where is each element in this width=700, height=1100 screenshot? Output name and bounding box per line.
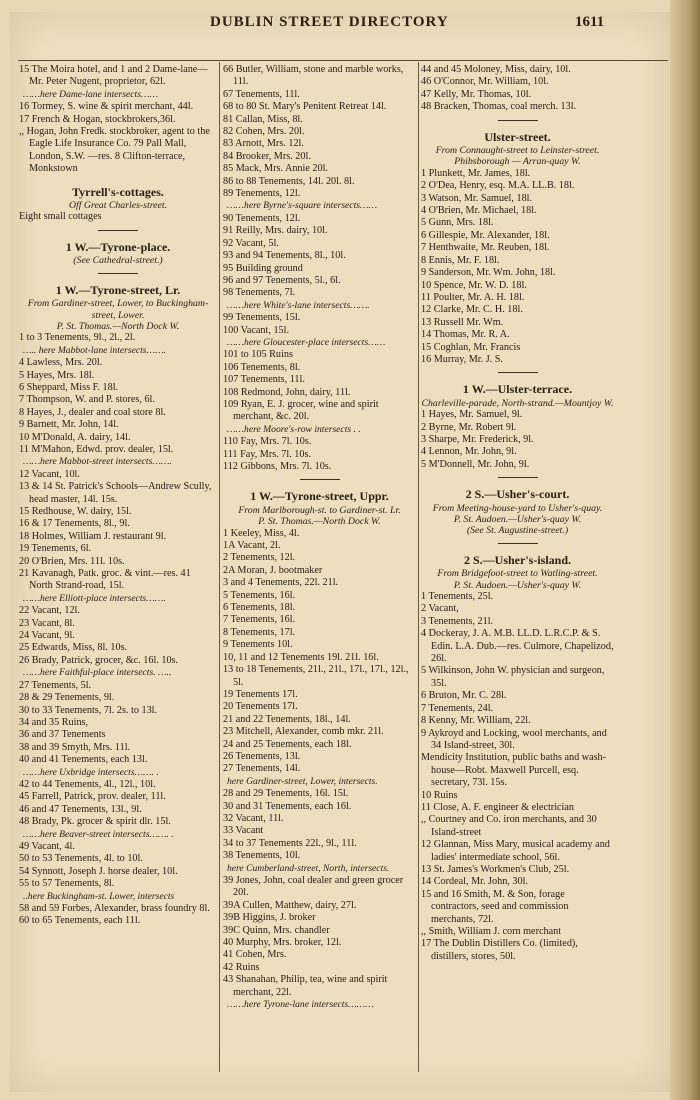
directory-entry: 8 Ennis, Mr. F. 18l. <box>421 254 500 266</box>
directory-entry: 15 and 16 Smith, M. & Son, forage contractors, seed and commission merchants, 72l. <box>421 888 569 925</box>
column-2 <box>223 64 416 1011</box>
directory-entry: 1 Tenements, 25l. <box>421 591 494 603</box>
directory-entry: 82 Cohen, Mrs. 20l. <box>223 126 305 138</box>
directory-entry: 1 Hayes, Mr. Samuel, 9l. <box>421 409 523 421</box>
street-subheading: From Gardiner-street, Lower, to Buckingham-street, Lower. <box>27 298 209 321</box>
directory-entry: 19 Tenements 17l. <box>223 688 298 700</box>
directory-entry: 33 Vacant <box>223 825 264 837</box>
header-rule <box>18 60 668 61</box>
directory-entry: 106 Tenements, 8l. <box>223 361 301 373</box>
directory-entry: 7 Thompson, W. and P. stores, 6l. <box>19 394 155 406</box>
section-rule <box>300 479 340 480</box>
directory-entry: 2 Tenements, 12l. <box>223 552 296 564</box>
street-heading: 1 W.—Tyrone-street, Lr. <box>55 282 181 297</box>
directory-entry: 9 Aykroyd and Locking, wool merchants, and 34 Island-street, 30l. <box>421 727 607 751</box>
street-subheading: P. St. Thomas.—North Dock W. <box>56 320 180 332</box>
intersection-note: ……here Gloucester-place intersects…… <box>227 336 386 348</box>
directory-entry: 7 Tenements, 24l. <box>421 702 494 714</box>
directory-entry: 26 Brady, Patrick, grocer, &c. 16l. 10s. <box>19 654 179 666</box>
directory-entry: 4 Lawless, Mrs. 20l. <box>19 357 103 369</box>
street-subheading: P. St. Thomas.—North Dock W. <box>258 516 381 528</box>
directory-entry: 26 Tenements, 13l. <box>223 750 301 762</box>
street-subheading: From Bridgefoot-street to Watling-street. <box>437 568 598 580</box>
directory-entry: 1A Vacant, 2l. <box>223 540 281 552</box>
directory-entry: 107 Tenements, 11l. <box>223 374 305 386</box>
directory-entry: 16 Tormey, S. wine & spirit merchant, 44l. <box>19 101 194 113</box>
directory-entry: 28 & 29 Tenements, 9l. <box>19 692 115 704</box>
intersection-note: ……here Moore's-row intersects . . <box>227 423 361 435</box>
intersection-note: ……here Byrne's-square intersects…… <box>227 200 378 212</box>
directory-entry: 66 Butler, William, stone and marble works, 11l. <box>223 64 404 88</box>
directory-entry: 6 Tenements, 18l. <box>223 602 296 614</box>
directory-entry: 58 and 59 Forbes, Alexander, brass foundry 8l. <box>19 903 210 914</box>
street-subheading: (See St. Augustine-street.) <box>466 525 569 537</box>
directory-entry: 9 Sanderson, Mr. Wm. John, 18l. <box>421 267 556 279</box>
directory-entry: 8 Tenements, 17l. <box>223 626 296 638</box>
street-heading: 1 W.—Ulster-terrace. <box>462 382 573 397</box>
directory-entry: 89 Tenements, 12l. <box>223 188 301 200</box>
directory-entry: 2 O'Dea, Henry, esq. M.A. LL.B. 18l. <box>421 180 575 192</box>
street-subheading: Charleville-parade, North-strand.—Mountjoy W. <box>421 397 614 409</box>
directory-entry: 1 Keeley, Miss, 4l. <box>223 527 300 539</box>
directory-entry: 7 Tenements, 16l. <box>223 614 296 626</box>
intersection-note: ……here Beaver-street intersects……. . <box>23 828 174 840</box>
directory-entry: 8 Hayes, J., dealer and coal store 8l. <box>19 406 166 418</box>
directory-entry: 30 to 33 Tenements, 7l. 2s. to 13l. <box>19 704 158 716</box>
street-subheading: P. St. Audoen.—Usher's-quay W. <box>453 579 582 591</box>
directory-entry: 16 Murray, Mr. J. S. <box>421 353 503 365</box>
directory-entry: 27 Tenements, 14l. <box>223 763 301 775</box>
directory-entry: 48 Brady, Pk. grocer & spirit dlr. 15l. <box>19 816 171 828</box>
street-subheading: Phibsborough — Arran-quay W. <box>454 156 581 168</box>
directory-entry: 60 to 65 Tenements, each 11l. <box>19 915 141 927</box>
directory-entry: 54 Synnott, Joseph J. horse dealer, 10l. <box>19 865 178 877</box>
directory-entry: 38 Tenements, 10l. <box>223 850 301 862</box>
intersection-note: ……here Mabbot-street intersects……. <box>23 456 172 468</box>
intersection-note: ……here White's-lane intersects……. <box>227 299 370 311</box>
directory-entry: 34 to 37 Tenements 22l., 9l., 11l. <box>223 837 357 849</box>
street-subheading: From Marlborough-st. to Gardiner-st. Lr. <box>238 504 401 516</box>
street-heading: 1 W.—Tyrone-street, Uppr. <box>250 489 389 504</box>
directory-entry: 23 Vacant, 8l. <box>19 617 75 629</box>
directory-entry: 49 Vacant, 4l. <box>19 840 75 852</box>
directory-entry: 83 Arnott, Mrs. 12l. <box>223 138 304 150</box>
directory-entry: 12 Glannan, Miss Mary, musical academy and ladies' intermediate school, 56l. <box>421 839 610 863</box>
directory-entry: 109 Ryan, E. J. grocer, wine and spirit merchant, &c. 20l. <box>223 398 379 423</box>
directory-entry: 39A Cullen, Matthew, dairy, 27l. <box>223 899 357 911</box>
directory-entry: 3 and 4 Tenements, 22l. 21l. <box>223 577 339 589</box>
directory-entry: 3 Tenements, 21l. <box>421 615 494 627</box>
page-number: 1611 <box>575 14 605 30</box>
directory-entry: 11 Close, A. F. engineer & electrician <box>421 801 574 813</box>
directory-entry: 3 Sharpe, Mr. Frederick, 9l. <box>421 433 534 445</box>
column-1 <box>19 64 217 928</box>
intersection-note: ……here Faithful-place intersects. ….. <box>23 667 172 679</box>
directory-entry: 22 Vacant, 12l. <box>19 605 80 617</box>
intersection-note: ….. here Mabbot-lane intersects……. <box>23 344 166 356</box>
directory-entry: 92 Vacant, 5l. <box>223 237 279 249</box>
directory-entry: 5 Gunn, Mrs. 18l. <box>421 217 494 229</box>
directory-entry: 12 Clarke, Mr. C. H. 18l. <box>421 304 523 316</box>
intersection-note: ……here Dame-lane intersects…… <box>23 88 159 100</box>
directory-entry: 48 Bracken, Thomas, coal merch. 13l. <box>421 101 577 113</box>
directory-entry: 15 Redhouse, W. dairy, 15l. <box>19 506 132 517</box>
directory-entry: 16 & 17 Tenements, 8l., 9l. <box>19 518 130 530</box>
section-rule <box>98 273 138 274</box>
column-3 <box>421 64 614 963</box>
column-divider <box>418 62 419 1072</box>
intersection-note: ……here Tyrone-lane intersects……… <box>227 999 374 1011</box>
directory-entry: 5 Wilkinson, John W. physician and surgeon, 35l. <box>421 665 605 689</box>
directory-entry: 5 M'Donnell, Mr. John, 9l. <box>421 458 530 470</box>
directory-entry: 2 Vacant, <box>421 603 459 615</box>
directory-entry: 4 Lennon, Mr. John, 9l. <box>421 446 517 458</box>
intersection-note: here Gardiner-street, Lower, intersects. <box>227 775 378 787</box>
directory-entry: ,, Hogan, John Fredk. stockbroker, agent to the Eagle Life Insurance Co. 79 Pall Mall, London, S.W. —res. 8 Clifton-terrace, Monkstown <box>19 126 210 175</box>
directory-entry: 5 Tenements, 16l. <box>223 589 296 601</box>
intersection-note: ..here Buckingham-st. Lower, intersects <box>23 890 175 902</box>
column-divider <box>219 62 220 1072</box>
street-subheading: P. St. Audoen.—Usher's-quay W. <box>453 514 582 525</box>
directory-entry: 36 and 37 Tenements <box>19 729 106 741</box>
directory-entry: 7 Henthwaite, Mr. Reuben, 18l. <box>421 242 550 254</box>
directory-entry: 46 O'Connor, Mr. William, 10l. <box>421 76 549 88</box>
directory-entry: 111 Fay, Mrs. 7l. 10s. <box>223 448 312 460</box>
section-rule <box>498 372 538 373</box>
directory-entry: 39 Jones, John, coal dealer and green grocer 20l. <box>223 875 404 899</box>
directory-entry: 28 and 29 Tenements, 16l. 15l. <box>223 788 349 800</box>
section-rule <box>98 230 138 231</box>
directory-entry: 2 Byrne, Mr. Robert 9l. <box>421 421 517 433</box>
street-heading: 2 S.—Usher's-island. <box>463 552 572 567</box>
intersection-note: ……here Uxbridge intersects……. . <box>23 766 159 778</box>
directory-entry: 8 Kenny, Mr. William, 22l. <box>421 715 531 727</box>
directory-entry: 24 and 25 Tenements, each 18l. <box>223 738 352 750</box>
directory-entry: 96 and 97 Tenements, 5l., 6l. <box>223 274 341 286</box>
directory-entry: 13 & 14 St. Patrick's Schools—Andrew Scully, head master, 14l. 15s. <box>19 481 212 505</box>
section-rule <box>498 543 538 544</box>
directory-entry: 112 Gibbons, Mrs. 7l. 10s. <box>223 461 332 472</box>
section-rule <box>498 477 538 478</box>
page-title: DUBLIN STREET DIRECTORY <box>210 14 449 30</box>
directory-entry: 6 Sheppard, Miss F. 18l. <box>19 381 119 393</box>
directory-entry: 68 to 80 St. Mary's Penitent Retreat 14l. <box>223 101 387 113</box>
directory-entry: 23 Mitchell, Alexander, comb mkr. 21l. <box>223 726 384 738</box>
directory-entry: 5 Hayes, Mrs. 18l. <box>19 369 95 381</box>
directory-entry: 10 Ruins <box>421 789 458 801</box>
directory-entry: 17 French & Hogan, stockbrokers,36l. <box>19 113 176 125</box>
directory-entry: 40 Murphy, Mrs. broker, 12l. <box>223 937 342 949</box>
directory-entry: ,, Smith, William J. corn merchant <box>421 926 562 937</box>
directory-entry: 84 Brooker, Mrs. 20l. <box>223 150 311 162</box>
directory-entry: 40 and 41 Tenements, each 13l. <box>19 754 148 766</box>
directory-entry: 6 Gillespie, Mr. Alexander, 18l. <box>421 229 550 241</box>
directory-entry: 38 and 39 Smyth, Mrs. 11l. <box>19 741 131 753</box>
directory-entry: 91 Reilly, Mrs. dairy, 10l. <box>223 225 328 237</box>
directory-entry: 20 O'Brien, Mrs. 11l. 10s. <box>19 555 125 567</box>
page-edge <box>670 0 700 1100</box>
directory-entry: 1 to 3 Tenements, 9l., 2l., 2l. <box>19 332 136 344</box>
directory-entry: 13 St. James's Workmen's Club, 25l. <box>421 863 570 875</box>
directory-entry: 81 Callan, Miss, 8l. <box>223 113 303 125</box>
directory-entry: 39B Higgins, J. broker <box>223 912 316 924</box>
directory-entry: 15 Coghlan, Mr. Francis <box>421 341 521 353</box>
directory-entry: Eight small cottages <box>19 211 102 223</box>
directory-entry: 108 Redmond, John, dairy, 11l. <box>223 386 351 398</box>
directory-entry: 10 Spence, Mr. W. D. 18l. <box>421 279 527 291</box>
directory-entry: 99 Tenements, 15l. <box>223 312 301 324</box>
directory-entry: 41 Cohen, Mrs. <box>223 949 287 961</box>
intersection-note: ……here Elliott-place intersects……. <box>23 592 166 604</box>
directory-entry: 30 and 31 Tenements, each 16l. <box>223 800 352 812</box>
directory-entry: 14 Cordeal, Mr. John, 30l. <box>421 876 528 888</box>
directory-entry: 55 to 57 Tenements, 8l. <box>19 878 115 890</box>
directory-entry: 3 Watson, Mr. Samuel, 18l. <box>421 192 533 204</box>
directory-entry: 32 Vacant, 11l. <box>223 812 284 824</box>
directory-entry: 4 O'Brien, Mr. Michael, 18l. <box>421 205 537 217</box>
directory-entry: 13 to 18 Tenements, 21l., 21l., 17l., 17l., 12l., 5l. <box>223 664 409 688</box>
directory-entry: 44 and 45 Moloney, Miss, dairy, 10l. <box>421 64 571 75</box>
street-subheading: From Meeting-house-yard to Usher's-quay. <box>432 502 603 514</box>
directory-entry: 95 Building ground <box>223 262 303 274</box>
intersection-note: here Cumberland-street, North, intersects. <box>227 862 390 874</box>
directory-entry: 110 Fay, Mrs. 7l. 10s. <box>223 436 312 448</box>
directory-entry: 43 Shanahan, Philip, tea, wine and spirit merchant, 22l. <box>223 974 388 998</box>
directory-entry: 18 Holmes, William J. restaurant 9l. <box>19 530 167 542</box>
directory-entry: Mendicity Institution, public baths and wash-house—Robt. Maxwell Purcell, esq. secretary, 73l. 15s. <box>421 752 607 789</box>
directory-entry: 90 Tenements, 12l. <box>223 212 301 224</box>
directory-entry: 39C Quinn, Mrs. chandler <box>223 924 330 936</box>
directory-entry: 98 Tenements, 7l. <box>223 287 296 299</box>
directory-entry: 9 Tenements 10l. <box>223 639 293 651</box>
directory-entry: 27 Tenements, 5l. <box>19 679 92 691</box>
directory-entry: 2A Moran, J. bootmaker <box>223 564 323 576</box>
directory-entry: 14 Thomas, Mr. R. A. <box>421 329 510 341</box>
directory-entry: 34 and 35 Ruins, <box>19 716 89 728</box>
street-subheading: Off Great Charles-street. <box>68 200 168 212</box>
directory-entry: 50 to 53 Tenements, 4l. to 10l. <box>19 853 143 865</box>
directory-entry: 12 Vacant, 10l. <box>19 468 80 480</box>
street-heading: Ulster-street. <box>484 129 551 144</box>
directory-entry: 45 Farrell, Patrick, prov. dealer, 11l. <box>19 791 166 803</box>
directory-entry: 6 Bruton, Mr. C. 28l. <box>421 690 507 702</box>
directory-entry: 100 Vacant, 15l. <box>223 324 290 336</box>
directory-entry: 20 Tenements 17l. <box>223 701 298 713</box>
directory-entry: 93 and 94 Tenements, 8l., 10l. <box>223 250 346 262</box>
directory-entry: 11 M'Mahon, Edwd. prov. dealer, 15l. <box>19 443 174 455</box>
directory-entry: 9 Barnett, Mr. John, 14l. <box>19 419 119 431</box>
section-rule <box>498 120 538 121</box>
directory-entry: ,, Courtney and Co. iron merchants, and 30 Island-street <box>421 814 597 838</box>
directory-entry: 85 Mack, Mrs. Annie 20l. <box>223 163 328 175</box>
directory-entry: 11 Poulter, Mr. A. H. 18l. <box>421 291 525 303</box>
directory-entry: 1 Plunkett, Mr. James, 18l. <box>421 167 531 179</box>
directory-entry: 13 Russell Mr. Wm. <box>421 316 504 328</box>
directory-entry: 86 to 88 Tenements, 14l. 20l. 8l. <box>223 175 355 187</box>
directory-entry: 17 The Dublin Distillers Co. (limited), distillers, stores, 50l. <box>421 938 578 962</box>
directory-entry: 42 to 44 Tenements, 4l., 12l., 10l. <box>19 778 156 790</box>
directory-entry: 21 and 22 Tenements, 18l., 14l. <box>223 713 351 725</box>
street-heading: Tyrrell's-cottages. <box>72 184 164 199</box>
directory-entry: 46 and 47 Tenements, 13l., 9l. <box>19 803 142 815</box>
directory-entry: 25 Edwards, Miss, 8l. 10s. <box>19 642 128 654</box>
street-subheading: From Connaught-street to Leinster-street. <box>435 145 600 157</box>
directory-entry: 10, 11 and 12 Tenements 19l. 21l. 16l. <box>223 651 379 663</box>
street-heading: 2 S.—Usher's-court. <box>465 487 570 502</box>
street-subheading: (See Cathedral-street.) <box>73 255 163 267</box>
street-heading: 1 W.—Tyrone-place. <box>65 239 171 254</box>
directory-entry: 47 Kelly, Mr. Thomas, 10l. <box>421 88 532 100</box>
directory-entry: 21 Kavanagh, Patk. groc. & vint.—res. 41 North Strand-road, 15l. <box>19 568 191 592</box>
directory-entry: 15 The Moira hotel, and 1 and 2 Dame-lane—Mr. Peter Nugent, proprietor, 62l. <box>19 64 208 88</box>
directory-entry: 67 Tenements, 11l. <box>223 88 300 100</box>
directory-entry: 101 to 105 Ruins <box>223 349 293 361</box>
directory-entry: 42 Ruins <box>223 961 260 973</box>
directory-entry: 10 M'Donald, A. dairy, 14l. <box>19 431 131 443</box>
directory-entry: 24 Vacant, 9l. <box>19 630 75 642</box>
directory-entry: 4 Dockeray, J. A. M.B. LL.D. L.R.C.P. & S. Edin. L.A. Dub.—res. Culmore, Chapelizod, 26l. <box>421 628 614 665</box>
directory-entry: 19 Tenements, 6l. <box>19 543 92 555</box>
